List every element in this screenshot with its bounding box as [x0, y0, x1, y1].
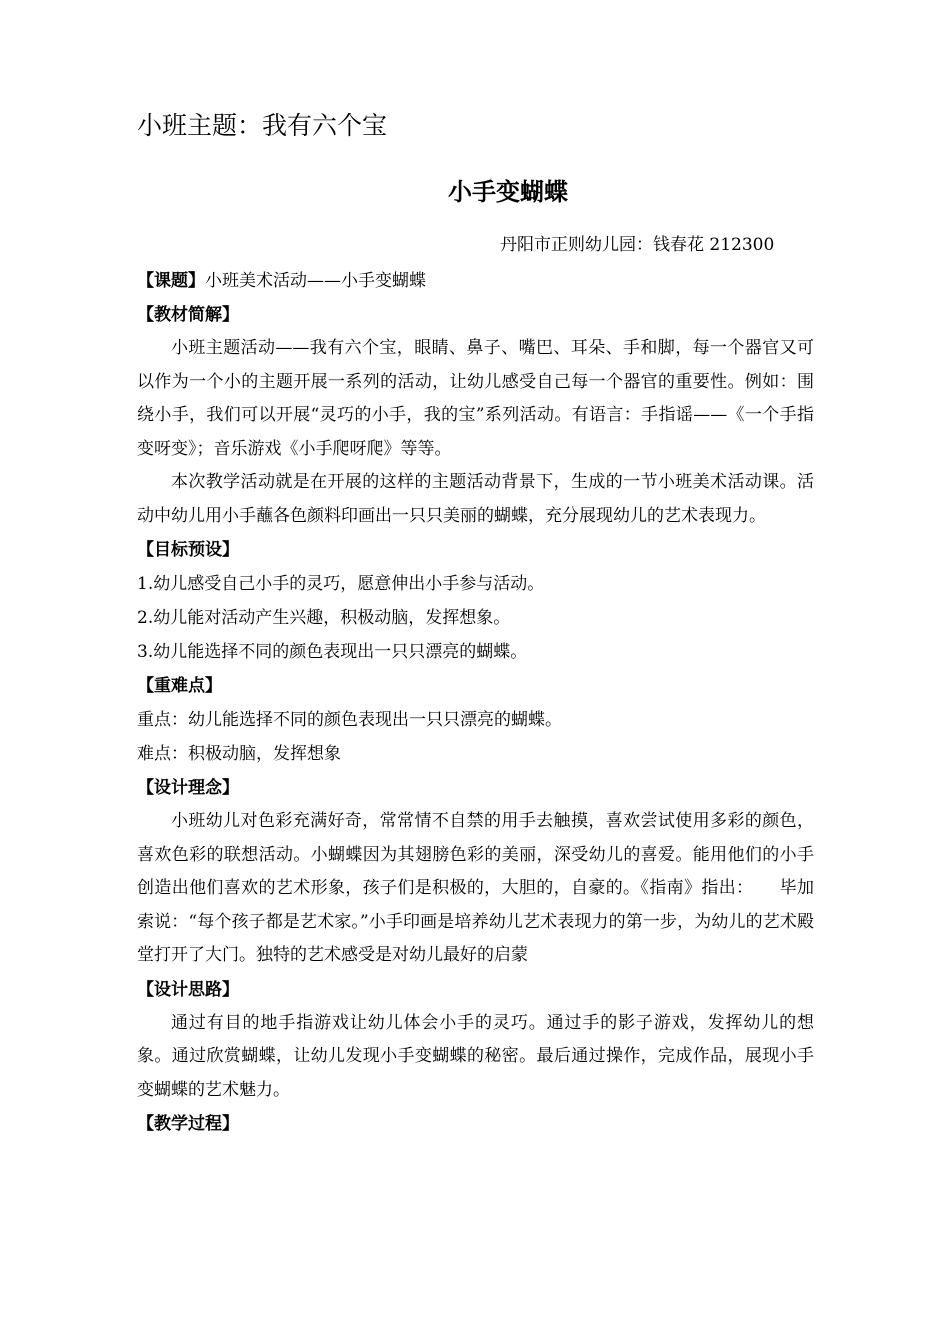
keypoint-focus: 重点：幼儿能选择不同的颜色表现出一只只漂亮的蝴蝶。	[137, 710, 562, 730]
topic-heading: 小班主题：我有六个宝	[137, 111, 388, 140]
section-heading-approach: 【设计思路】	[137, 979, 239, 1000]
page-title: 小手变蝴蝶	[448, 178, 568, 206]
goal-item-3: 3.幼儿能选择不同的颜色表现出一只只漂亮的蝴蝶。	[137, 642, 528, 662]
approach-paragraph: 通过有目的地手指游戏让幼儿体会小手的灵巧。通过手的影子游戏，发挥幼儿的想象。通过欣赏蝴蝶，让幼儿发现小手变蝴蝶的秘密。最后通过操作，完成作品，展现小手变蝴蝶的艺术魅力。	[137, 1012, 814, 1100]
goal-item-1: 1.幼儿感受自己小手的灵巧，愿意伸出小手参与活动。	[137, 574, 545, 594]
document-body	[137, 264, 814, 1141]
goal-item-2: 2.幼儿能对活动产生兴趣，积极动脑，发挥想象。	[137, 608, 511, 628]
section-heading-goals: 【目标预设】	[137, 540, 239, 560]
section-heading-process: 【教学过程】	[137, 1114, 239, 1134]
keypoint-difficulty: 难点：积极动脑，发挥想象	[137, 744, 341, 764]
section-heading-keypoints: 【重难点】	[137, 676, 222, 696]
material-paragraph-2: 本次教学活动就是在开展的这样的主题活动背景下，生成的一节小班美术活动课。活动中幼儿用小手蘸各色颜料印画出一只只美丽的蝴蝶，充分展现幼儿的艺术表现力。	[137, 472, 814, 526]
section-heading-concept: 【设计理念】	[137, 778, 239, 798]
lesson-label: 【课题】	[137, 271, 205, 291]
section-heading-material: 【教材简解】	[137, 305, 239, 325]
author-line: 丹阳市正则幼儿园：钱春花 212300	[500, 235, 775, 255]
material-paragraph-1: 小班主题活动——我有六个宝，眼睛、鼻子、嘴巴、耳朵、手和脚，每一个器官又可以作为一个小的主题开展一系列的活动，让幼儿感受自己每一个器官的重要性。例如：围绕小手，我们可以开展“灵巧的小手，我的宝”系列活动。有语言：手指谣——《一个手指变呀变》；音乐游戏《小手爬呀爬》等等。	[137, 338, 814, 459]
lesson-text: 小班美术活动——小手变蝴蝶	[205, 271, 426, 291]
concept-paragraph: 小班幼儿对色彩充满好奇，常常情不自禁的用手去触摸，喜欢尝试使用多彩的颜色，喜欢色彩的联想活动。小蝴蝶因为其翅膀色彩的美丽，深受幼儿的喜爱。能用他们的小手创造出他们喜欢的艺术形象，孩子们是积极的，大胆的，自豪的。《指南》指出： 毕加索说：“每个孩子都是艺术家。”小手印画是培养幼儿艺术表现力的第一步，为幼儿的艺术殿堂打开了大门。独特的艺术感受是对幼儿最好的启蒙	[137, 811, 814, 965]
lesson-line	[137, 264, 814, 298]
